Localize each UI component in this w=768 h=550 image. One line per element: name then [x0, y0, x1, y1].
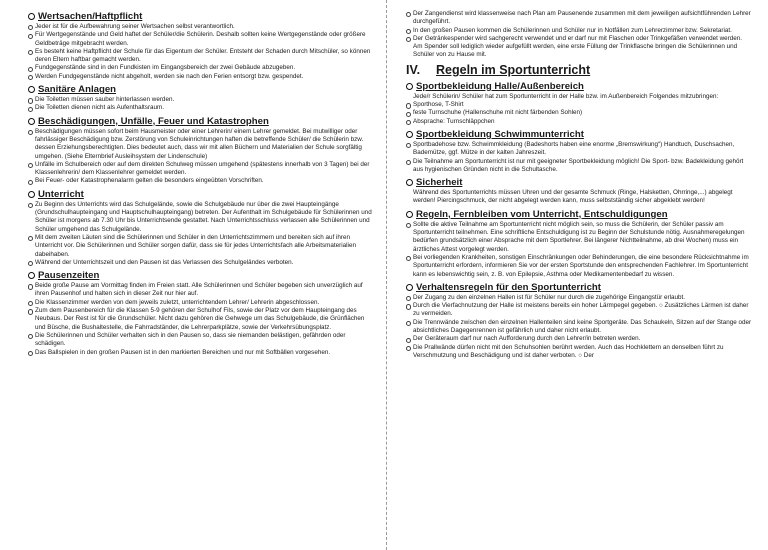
list-item: Die Klassenzimmer werden von dem jeweils zuletzt, unterrichtendem Lehrer/ Lehrerin abgeschlossen. [28, 299, 376, 307]
list-item: Die Trennwände zwischen den einzelnen Hallenteilen sind keine Sportgeräte. Das Schaukeln, Sitzen auf der Stange oder absichtliches Dagegenrennen ist gefährlich und daher nicht erlaubt. [406, 319, 752, 336]
section-intro: Jede/r Schülerin/ Schüler hat zum Sportunterricht in der Halle bzw. im Außenbereich Folgendes mitzubringen: [413, 92, 719, 100]
list-item: Durch die Vierfachnutzung der Halle ist meistens bereits ein hoher Lärmpegel gegeben. ○ Zusätzliches Lärmen ist daher zu vermeiden. [406, 302, 752, 319]
list-item: Der Zugang zu den einzelnen Hallen ist für Schüler nur durch die zugehörige Eingangstür erlaubt. [406, 294, 752, 302]
section-heading: Unterricht [28, 189, 376, 201]
list-item: Der Zangendienst wird klassenweise nach Plan am Pausenende zusammen mit dem jeweiligen aufsichtführenden Lehrer durchgeführt. [406, 10, 752, 27]
list-item: Zum dem Pausenbereich für die Klassen 5-9 gehören der Schulhof Fils, sowie der Platz vor dem Haupteingang des Neubaus. Der Rest ist für die Grundschüler. Nicht dazu gehören die Gehwege um das Schulgebäude, die Grünflächen und Büsche, die Bushaltestelle, die Fahrradständer, die Lehrerparkplätze, sowie der Verkehrsübungsplatz. [28, 307, 376, 332]
list-item: Mit dem zweiten Läuten sind die Schülerinnen und Schüler in den Unterrichtszimmern und bereiten sich auf ihren Unterricht vor. Die Schülerinnen und Schüler sorgen dafür, dass sie für jedes Unterrichtsfach alle Arbeitsmaterialien dabeihaben. [28, 234, 376, 259]
section-sportbekleidung-halle [406, 81, 752, 126]
list-item: Die Schülerinnen und Schüler verhalten sich in den Pausen so, dass sie niemanden belästigen, gefährden oder schädigen. [28, 332, 376, 349]
list-item: In den großen Pausen kommen die Schülerinnen und Schüler nur in Notfällen zum Lehrerzimmer bzw. Sekretariat. [406, 27, 752, 35]
list-item: Absprache: Turnschläppchen [406, 118, 752, 126]
section-heading: Beschädigungen, Unfälle, Feuer und Katastrophen [28, 116, 376, 128]
section-wertsachen [28, 11, 376, 81]
item-list [406, 221, 752, 279]
chapter-heading [406, 63, 752, 78]
section-sportbekleidung-schwimm [406, 129, 752, 174]
list-item: Sportbadehose bzw. Schwimmkleidung (Badeshorts haben eine enorme „Bremswirkung“) Handtuch, Duschsachen, Bademütze, ggf. Mütze in der kalten Jahreszeit. [406, 141, 752, 158]
item-list [28, 128, 376, 186]
list-item: Der Geräteraum darf nur nach Aufforderung durch den Lehrer/in betreten werden. [406, 335, 752, 343]
section-unterricht [28, 189, 376, 267]
list-item: Die Toiletten dienen nicht als Aufenthaltsraum. [28, 104, 376, 112]
section-verhaltensregeln [406, 282, 752, 360]
section-heading: Sportbekleidung Halle/Außenbereich [406, 81, 752, 93]
list-item: Die Prallwände dürfen nicht mit den Schuhsohlen berührt werden. Auch das Hochklettern an denselben führt zu Verschmutzung und Beschädigung und ist daher verboten. ○ Der [406, 344, 752, 361]
list-item: Es besteht keine Haftpflicht der Schule für das Eigentum der Schüler. Entsteht der Schaden durch Mitschüler, so können deren Eltern haftbar gemacht werden. [28, 48, 376, 65]
list-item: Fundgegenstände sind in den Fundkisten im Eingangsbereich der zwei Gebäude abzugeben. [28, 64, 376, 72]
item-list [406, 101, 752, 126]
list-item: Beschädigungen müssen sofort beim Hausmeister oder einer Lehrerin/ einem Lehrer gemeldet. Bei mutwilliger oder fahrlässiger Beschädigung bzw. Zerstörung von Schuleinrichtungen haften die betreffende Schüler/ die Schülerin bzw. dessen Erziehungsberechtigten. Dies bedeutet auch, dass wir mit allen Büchern und Materialien der Schule sorgfältig umgehen. (Siehe Elternbrief Ausleihsystem der Lindenschule) [28, 128, 376, 161]
list-item: Für Wertgegenstände und Geld haftet der Schüler/die Schülerin. Deshalb sollten keine Wertgegenstände oder größere Geldbeträge mitgebracht werden. [28, 31, 376, 48]
list-item: Beide große Pause am Vormittag finden im Freien statt. Alle Schülerinnen und Schüler begeben sich unverzüglich auf ihren Pausenhof und halten sich in dieser Zeit nur hier auf. [28, 282, 376, 299]
list-item: feste Turnschuhe (Hallenschuhe mit nicht färbenden Sohlen) [406, 109, 752, 117]
section-heading: Sportbekleidung Schwimmunterricht [406, 129, 752, 141]
item-list [406, 141, 752, 174]
item-list [28, 201, 376, 267]
list-item: Zu Beginn des Unterrichts wird das Schulgelände, sowie die Schulgebäude nur über die zwei Haupteingänge (Grundschulhaupteingang und Hauptschulhaupteingang) betreten. Der Aufenthalt im Schulgebäude für Schülerinnen und Schüler ist morgens ab 7.30 Uhr bis Unterrichtsende gestattet. Nach Unterrichtsschluss verlassen alle Schülerinnen und Schüler umgehend das Schulgelände. [28, 201, 376, 234]
section-regeln-entschuldigungen [406, 209, 752, 279]
item-list [28, 23, 376, 81]
section-beschaedigungen [28, 116, 376, 186]
chapter-number: IV. [406, 62, 421, 77]
section-sicherheit [406, 177, 752, 206]
section-heading: Sanitäre Anlagen [28, 84, 376, 96]
item-list [28, 282, 376, 357]
section-heading: Pausenzeiten [28, 270, 376, 282]
section-heading: Wertsachen/Haftpflicht [28, 11, 376, 23]
section-heading: Verhaltensregeln für den Sportunterricht [406, 282, 752, 294]
list-item: Unfälle im Schulbereich oder auf dem direkten Schulweg müssen umgehend (spätestens innerhalb von 3 Tagen) bei der Klassenlehrerin/ dem Klassenlehrer gemeldet werden. [28, 161, 376, 178]
left-column [28, 8, 376, 357]
right-column [406, 10, 752, 360]
item-list [406, 189, 752, 206]
list-item: Der Getränkespender wird sachgerecht verwendet und er darf nur mit Flaschen oder Trinkgefäßen verwendet werden. Am Spender soll lediglich wieder aufgefüllt werden, eine erste Füllung der Trinkflasche bringen die Schülerinnen und Schüler von zu Hause mit. [406, 35, 752, 60]
page-fold-divider [386, 0, 387, 550]
list-item: Sporthose, T-Shirt [406, 101, 752, 109]
list-item: Die Teilnahme am Sportunterricht ist nur mit geeigneter Sportbekleidung möglich! Die Sport- bzw. Badekleidung gehört aus hygienischen Gründen nicht in die Schultasche. [406, 158, 752, 175]
list-item: Bei Feuer- oder Katastrophenalarm gelten die besonders eingeübten Vorschriften. [28, 177, 376, 185]
list-item: Werden Fundgegenstände nicht abgeholt, werden sie nach den Ferien entsorgt bzw. gespendet. [28, 73, 376, 81]
list-item: Während der Unterrichtszeit und den Pausen ist das Verlassen des Schulgeländes verboten. [28, 259, 376, 267]
section-pausenzeiten [28, 270, 376, 357]
list-item: Während des Sportunterrichts müssen Uhren und der gesamte Schmuck (Ringe, Halsketten, Ohrringe,...) abgelegt werden! Piercingschmuck, der nicht abgelegt werden kann, muss selbstständig sicher abgeklebt werden! [413, 189, 733, 205]
list-item: Sollte die aktive Teilnahme am Sportunterricht nicht möglich sein, so muss die Schülerin, der Schüler passiv am Sportunterricht teilnehmen. Eine schriftliche Entschuldigung ist zu Beginn der Schulstunde nötig. Ausnahmeregelungen bedürfen grundsätzlich einer Absprache mit dem Sportlehrer. Bei längerer Nichtteilnahme, ab drei Wochen) muss ein ärztliches Attest vorgelegt werden. [406, 221, 752, 254]
list-item: Jeder ist für die Aufbewahrung seiner Wertsachen selbst verantwortlich. [28, 23, 376, 31]
list-item: Bei vorliegenden Krankheiten, sonstigen Einschränkungen oder Behinderungen, die eine besondere Rücksichtnahme im Sportunterricht erfordern, informieren Sie vor der ersten Sportstunde den entsprechenden Fachlehrer. Im Sportunterricht kann es lebenswichtig sein, z. B. von Epilepsie, Asthma oder Medikamentenbedarf zu wissen. [406, 254, 752, 279]
intro-item-list [406, 10, 752, 60]
chapter-title: Regeln im Sportunterricht [436, 62, 591, 77]
section-heading: Regeln, Fernbleiben vom Unterricht, Entschuldigungen [406, 209, 752, 221]
item-list [28, 96, 376, 113]
section-sanitaere-anlagen [28, 84, 376, 113]
item-list [406, 294, 752, 360]
list-item: Die Toiletten müssen sauber hinterlassen werden. [28, 96, 376, 104]
list-item: Das Ballspielen in den großen Pausen ist in den markierten Bereichen und nur mit Softbällen vorgesehen. [28, 349, 376, 357]
section-heading: Sicherheit [406, 177, 752, 189]
